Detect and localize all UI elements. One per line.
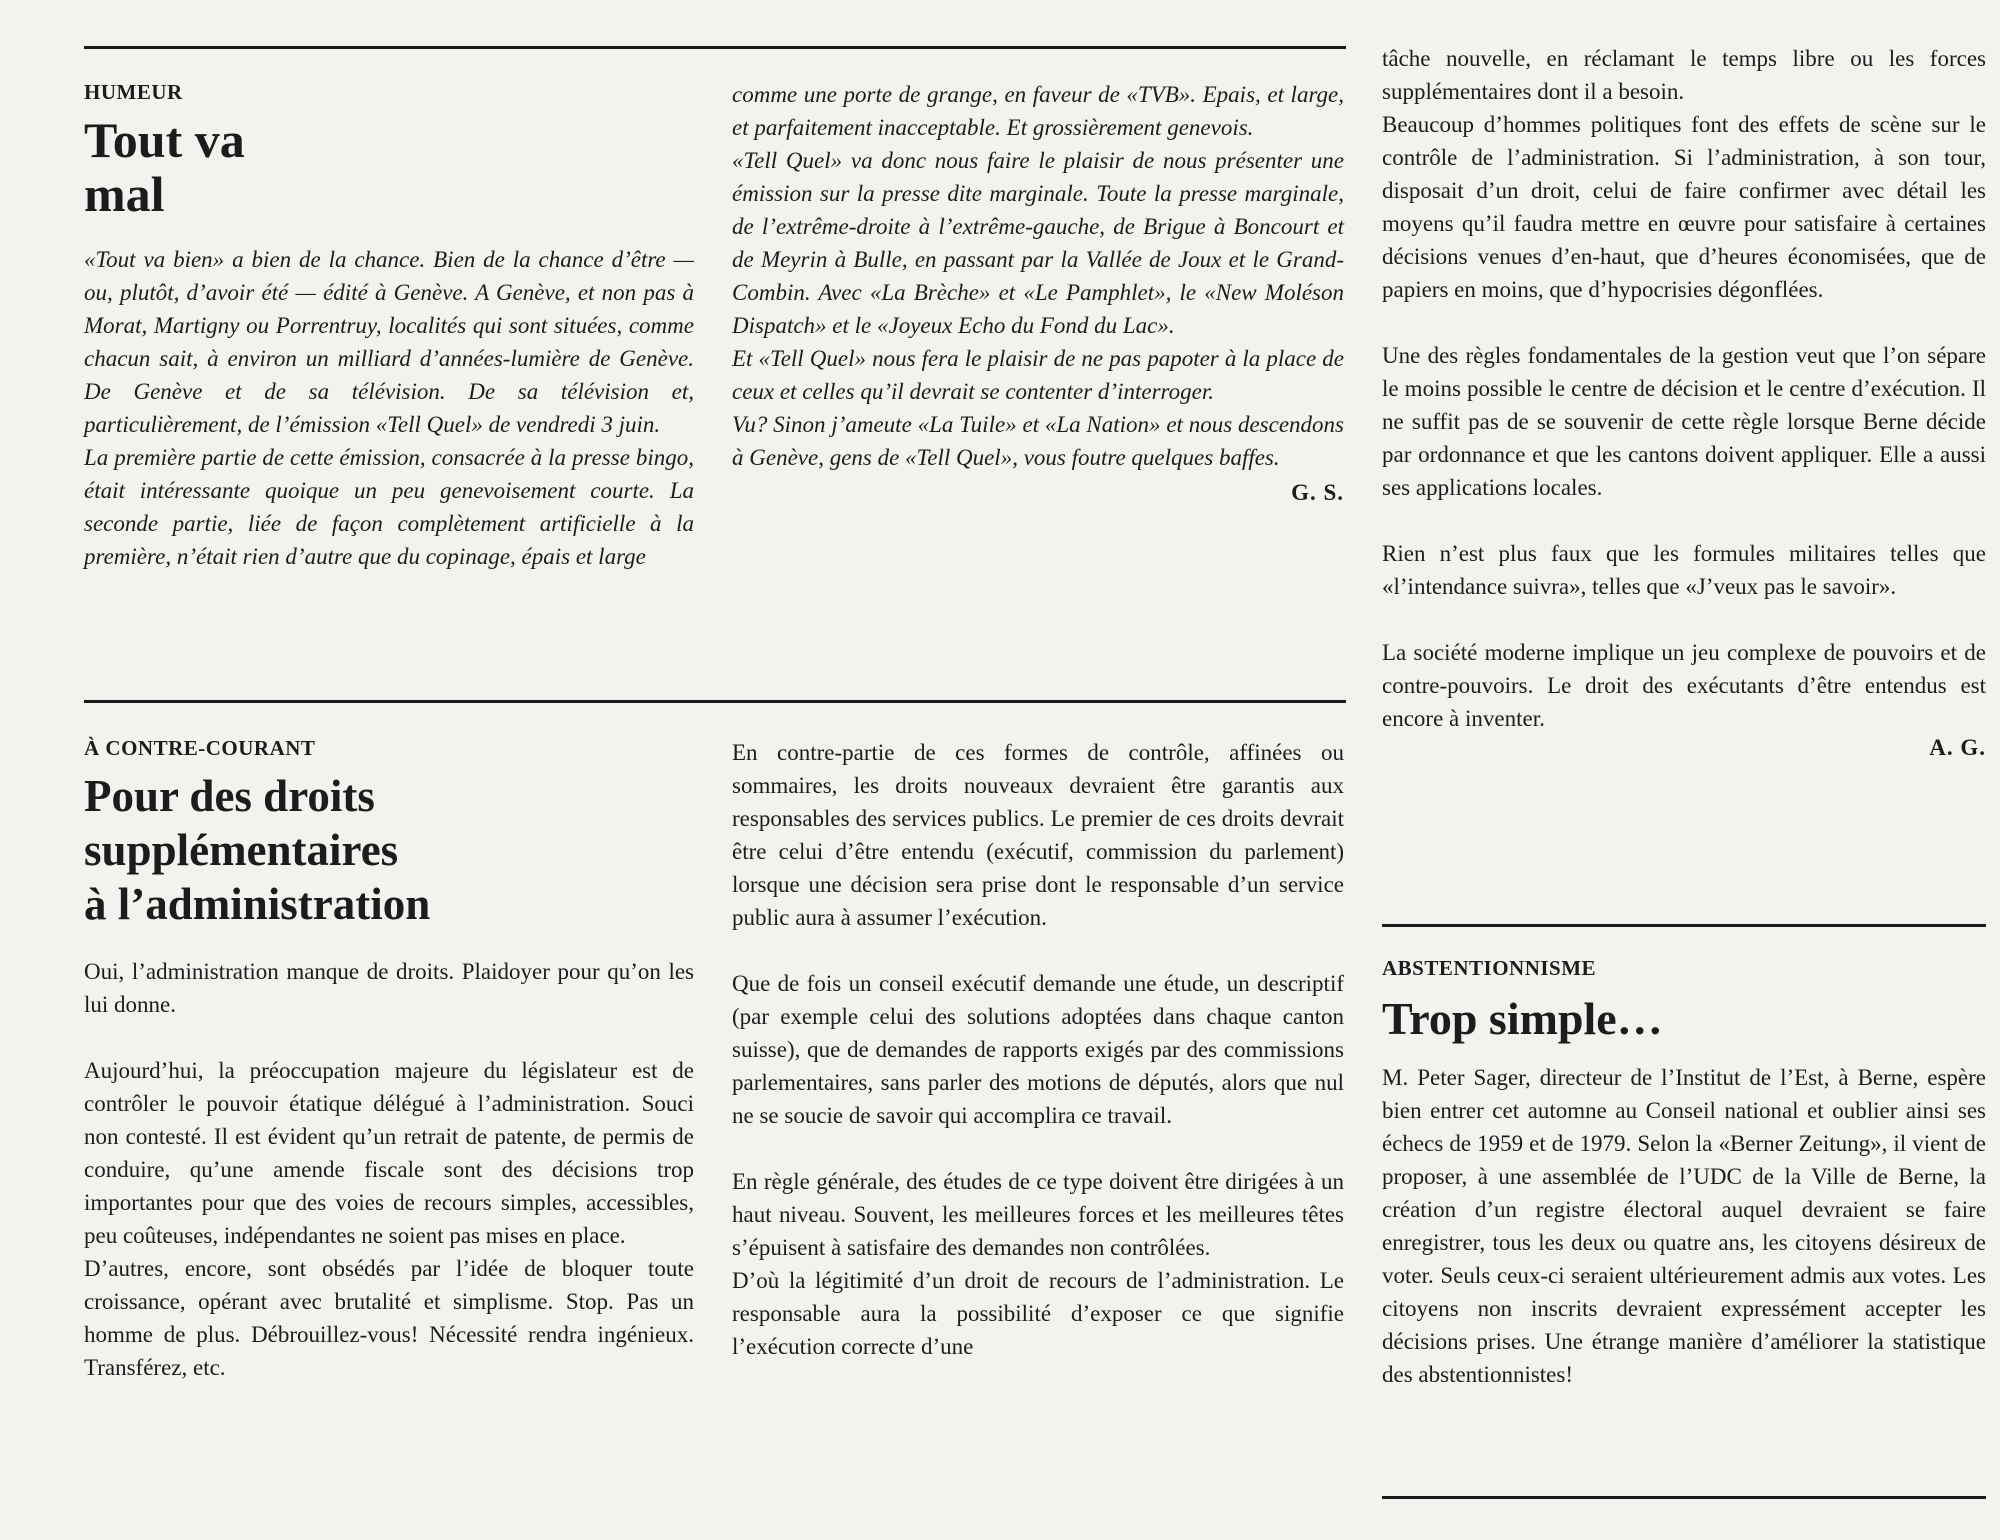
contre-body-col3	[1382, 42, 1986, 735]
contre-title-line1: Pour des droits	[84, 771, 375, 821]
contre-col1-p1: Aujourd’hui, la préoccupation majeure du législateur est de contrôler le pouvoir étatique délégué à l’administration. Souci non contesté. Il est évident qu’un retrait de patente, de permis de conduire, qu’une amende fiscale sont des décisions trop importantes pour que des voies de recours simples, accessibles, peu coûteuses, indépendantes ne soient pas mises en place.	[84, 1058, 694, 1248]
contre-title-line3: à l’administration	[84, 879, 431, 929]
abstention-title: Trop simple…	[1382, 993, 1663, 1044]
abstention-body-text: M. Peter Sager, directeur de l’Institut de l’Est, à Berne, espère bien entrer cet automne au Conseil national et oublier ainsi ses échecs de 1959 et de 1979. Selon la «Berner Zeitung», il vient de proposer, à une assemblée de l’UDC de la Ville de Berne, la création d’un registre électoral auquel devraient se faire enregistrer, tous les deux ou quatre ans, les citoyens désireux de voter. Seuls ceux-ci seraient ultérieurement admis aux votes. Les citoyens non inscrits devraient expressément accepter les décisions prises. Une étrange manière d’améliorer la statistique des abstentionnistes!	[1382, 1065, 1986, 1387]
humeur-body-col1	[84, 243, 694, 573]
contre-col3-p3: Une des règles fondamentales de la gestion veut que l’on sépare le moins possible le centre de décision et le centre d’exécution. Il ne suffit pas de se souvenir de cette règle lorsque Berne décide par ordonnance et que les cantons doivent appliquer. Elle a aussi ses applications locales.	[1382, 343, 1986, 500]
abstention-col	[1382, 956, 1986, 1391]
humeur-col2-p3: Et «Tell Quel» nous fera le plaisir de ne pas papoter à la place de ceux et celles qu’il devrait se contenter d’interroger.	[732, 346, 1344, 404]
contre-intro: Oui, l’administration manque de droits. Plaidoyer pour qu’on les lui donne.	[84, 959, 694, 1017]
humeur-col2-p4: Vu? Sinon j’ameute «La Tuile» et «La Nation» et nous descendons à Genève, gens de «Tell Quel», vous foutre quelques baffes.	[732, 412, 1344, 470]
humeur-signature: G. S.	[1291, 480, 1344, 505]
contre-col2-p3: En règle générale, des études de ce type doivent être dirigées à un haut niveau. Souvent, les meilleures forces et les meilleures têtes s’épuisent à satisfaire des demandes non contrôlées.	[732, 1169, 1344, 1260]
humeur-col1-p2: La première partie de cette émission, consacrée à la presse bingo, était intéressante quoique un peu genevoisement courte. La seconde partie, liée de façon complètement artificielle à la première, n’était rien d’autre que du copinage, épais et large	[84, 445, 694, 569]
humeur-title-line2: mal	[84, 166, 165, 222]
humeur-title-line1: Tout va	[84, 112, 245, 168]
abstention-kicker: ABSTENTIONNISME	[1382, 956, 1597, 980]
contre-col3-p5: La société moderne implique un jeu complexe de pouvoirs et de contre-pouvoirs. Le droit des exécutants d’être entendus est encore à inventer.	[1382, 640, 1986, 731]
humeur-col1-p1: «Tout va bien» a bien de la chance. Bien de la chance d’être — ou, plutôt, d’avoir été — édité à Genève. A Genève, et non pas à Morat, Martigny ou Porrentruy, localités qui sont situées, comme chacun sait, à environ un milliard d’années-lumière de Genève. De Genève et de sa télévision. De sa télévision et, particulièrement, de l’émission «Tell Quel» de vendredi 3 juin.	[84, 247, 694, 437]
humeur-body-col2	[732, 78, 1344, 474]
abstention-body	[1382, 1061, 1986, 1391]
humeur-col2-p1: comme une porte de grange, en faveur de «TVB». Epais, et large, et parfaitement inacceptable. Et grossièrement genevois.	[732, 82, 1344, 140]
right-rule-1	[1382, 924, 1986, 927]
humeur-col1	[84, 80, 694, 573]
humeur-col2-p2: «Tell Quel» va donc nous faire le plaisir de nous présenter une émission sur la presse dite marginale. Toute la presse marginale, de l’extrême-droite à l’extrême-gauche, de Brigue à Boncourt et de Meyrin à Bulle, en passant par la Vallée de Joux et le Grand-Combin. Avec «La Brèche» et «Le Pamphlet», le «New Moléson Dispatch» et le «Joyeux Echo du Fond du Lac».	[732, 148, 1344, 338]
contre-col2-p1: En contre-partie de ces formes de contrôle, affinées ou sommaires, les droits nouveaux devraient être garantis aux responsables des services publics. Le premier de ces droits devrait être celui d’être entendu (exécutif, commission du parlement) lorsque une décision sera prise dont le responsable d’un service public aura à assumer l’exécution.	[732, 740, 1344, 930]
right-rule-2	[1382, 1496, 1986, 1499]
middle-rule	[84, 700, 1346, 703]
contre-col1	[84, 736, 694, 1384]
contre-col3	[1382, 42, 1986, 761]
contre-body-col1	[84, 955, 694, 1384]
contre-signature: A. G.	[1929, 735, 1986, 760]
contre-col3-p1: tâche nouvelle, en réclamant le temps libre ou les forces supplémentaires dont il a besoin.	[1382, 46, 1986, 104]
contre-kicker: À CONTRE-COURANT	[84, 736, 316, 760]
contre-body-col2	[732, 736, 1344, 1363]
humeur-kicker: HUMEUR	[84, 80, 183, 104]
contre-col2	[732, 736, 1344, 1363]
top-rule	[84, 46, 1346, 49]
contre-col2-p4: D’où la légitimité d’un droit de recours de l’administration. Le responsable aura la possibilité d’exposer ce que signifie l’exécution correcte d’une	[732, 1268, 1344, 1359]
humeur-title	[84, 113, 694, 221]
contre-col3-p4: Rien n’est plus faux que les formules militaires telles que «l’intendance suivra», telles que «J’veux pas le savoir».	[1382, 541, 1986, 599]
contre-col1-p2: D’autres, encore, sont obsédés par l’idée de bloquer toute croissance, opérant avec brutalité et simplisme. Stop. Pas un homme de plus. Débrouillez-vous! Nécessité rendra ingénieux. Transférez, etc.	[84, 1256, 694, 1380]
contre-title-line2: supplémentaires	[84, 825, 399, 875]
contre-col3-p2: Beaucoup d’hommes politiques font des effets de scène sur le contrôle de l’administration. Si l’administration, à son tour, disposait d’un droit, celui de faire confirmer avec détail les moyens qu’il faudra mettre en œuvre pour satisfaire à certaines décisions venues d’en-haut, que d’heures économisées, que de papiers en moins, que d’hypocrisies dégonflées.	[1382, 112, 1986, 302]
contre-title	[84, 769, 694, 931]
contre-col2-p2: Que de fois un conseil exécutif demande une étude, un descriptif (par exemple celui des solutions adoptées dans chaque canton suisse), que de demandes de rapports exigés par des commissions parlementaires, sans parler des motions de députés, alors que nul ne se soucie de savoir qui accomplira ce travail.	[732, 971, 1344, 1128]
humeur-col2	[732, 78, 1344, 506]
